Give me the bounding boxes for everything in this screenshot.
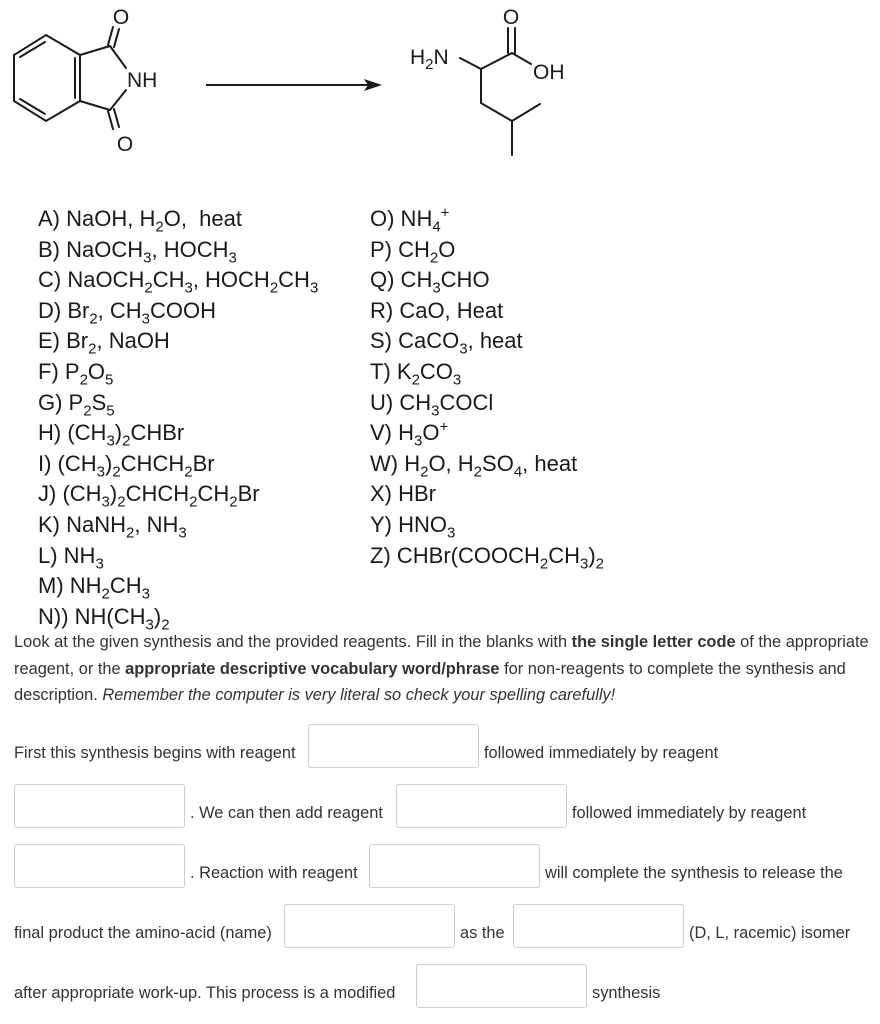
instructions-paragraph: [14, 629, 876, 709]
fill-text-1: First this synthesis begins with reagent: [14, 744, 296, 762]
blank-third-reagent[interactable]: [396, 784, 567, 828]
phthalimide-structure: [14, 27, 126, 129]
reagent-right-0: O) $NH_4^+$: [370, 204, 450, 236]
leucine-structure: [460, 28, 540, 155]
leucine-oh: OH: [533, 61, 565, 84]
reagent-left-7: H) $(CH_3)_2CHBr$: [38, 420, 185, 450]
instructions-bold-2: appropriate descriptive vocabulary word/phrase: [125, 659, 500, 678]
reagent-left-0: A) NaOH, $H_2O$, heat: [38, 206, 242, 236]
reagent-right-5: T) $K_2CO_3$: [370, 358, 462, 389]
reagent-left-9: J) $(CH_3)_2CHCH_2CH_2Br$: [38, 481, 260, 511]
reaction-arrow: [206, 79, 382, 91]
reagent-right-4: S) CaCO$_3$, heat: [370, 328, 523, 358]
reagent-list-o-to-z: [370, 204, 604, 571]
reagent-right-3: R) CaO, Heat: [370, 297, 504, 323]
fill-text-3: . We can then add reagent: [190, 804, 383, 822]
blank-first-reagent[interactable]: [308, 724, 479, 768]
reagent-right-11: Z) $CHBr(COOCH_2CH_3)_2$: [370, 542, 605, 572]
reagent-left-3: D) $Br_2$, $CH_3COOH$: [38, 297, 217, 328]
fill-text-7: final product the amino-acid (name): [14, 924, 272, 942]
reagent-right-6: U) $CH_3COCl$: [370, 389, 494, 419]
instructions-text-3: for non-reagents to complete the synthesis and description.: [14, 659, 846, 704]
reagent-list-a-to-n: [38, 204, 318, 632]
reagent-right-10: Y) $HNO_3$: [370, 511, 456, 542]
reagent-left-2: C) $NaOCH_2CH_3$, $HOCH_2CH_3$: [38, 267, 319, 297]
blank-fourth-reagent[interactable]: [14, 844, 185, 888]
fill-text-11: synthesis: [592, 984, 661, 1002]
reagent-left-1: B) NaOCH$_3$, $HOCH_3$: [38, 236, 237, 266]
fill-text-2: followed immediately by reagent: [484, 744, 719, 762]
fill-text-4: followed immediately by reagent: [572, 804, 807, 822]
leucine-amine: [410, 46, 449, 73]
phthalimide-o-top: O: [112, 6, 130, 29]
instructions-bold-1: the single letter code: [571, 633, 736, 651]
leucine-amine-sub: 2: [425, 56, 434, 73]
reagent-left-8: I) $(CH_3)_2CHCH_2Br$: [38, 450, 215, 481]
reagent-right-7: V) $H_3O^+$: [370, 418, 449, 450]
fill-text-6: will complete the synthesis to release the: [545, 864, 843, 882]
reagent-right-1: P) $CH_2O$: [370, 236, 456, 266]
blank-amino-acid-name[interactable]: [284, 904, 455, 948]
instructions-italic-note: Remember the computer is very literal so check your spelling carefully!: [102, 686, 616, 704]
phthalimide-o-bottom: O: [116, 133, 134, 156]
leucine-carbonyl-o: O: [502, 6, 520, 29]
reagent-left-4: E) $Br_2$, NaOH: [38, 328, 170, 358]
leucine-amine-h: H: [410, 46, 426, 69]
fill-text-5: . Reaction with reagent: [190, 864, 358, 882]
reagent-left-12: M) $NH_2CH_3$: [38, 573, 151, 603]
reagent-right-9: X) HBr: [370, 481, 436, 507]
blank-isomer[interactable]: [513, 904, 684, 948]
reagent-right-8: W) $H_2O$, $H_2SO_4$, heat: [370, 450, 578, 481]
blank-synthesis-type[interactable]: [416, 964, 587, 1008]
instructions-text-2: of the appropriate reagent, or the: [14, 633, 869, 678]
reagent-right-2: Q) $CH_3CHO$: [370, 267, 490, 297]
fill-text-9: (D, L, racemic) isomer: [689, 924, 851, 942]
reagent-left-5: F) $P_2O_5$: [38, 358, 114, 389]
leucine-amine-n: N: [433, 46, 449, 69]
phthalimide-nh: NH: [127, 69, 158, 92]
blank-second-reagent[interactable]: [14, 784, 185, 828]
reagent-left-13: N)) $NH(CH_3)_2$: [38, 603, 170, 634]
reagent-left-6: G) $P_2S_5$: [38, 389, 115, 419]
reagent-left-11: L) $NH_3$: [38, 542, 104, 572]
blank-fifth-reagent[interactable]: [369, 844, 540, 888]
reaction-scheme: [0, 0, 880, 200]
reagent-left-10: K) NaNH$_2$, $NH_3$: [38, 511, 187, 542]
fill-text-10: after appropriate work-up. This process is a modified: [14, 984, 396, 1002]
instructions-text-1: Look at the given synthesis and the provided reagents. Fill in the blanks with: [14, 633, 572, 651]
fill-text-8: as the: [460, 924, 505, 942]
